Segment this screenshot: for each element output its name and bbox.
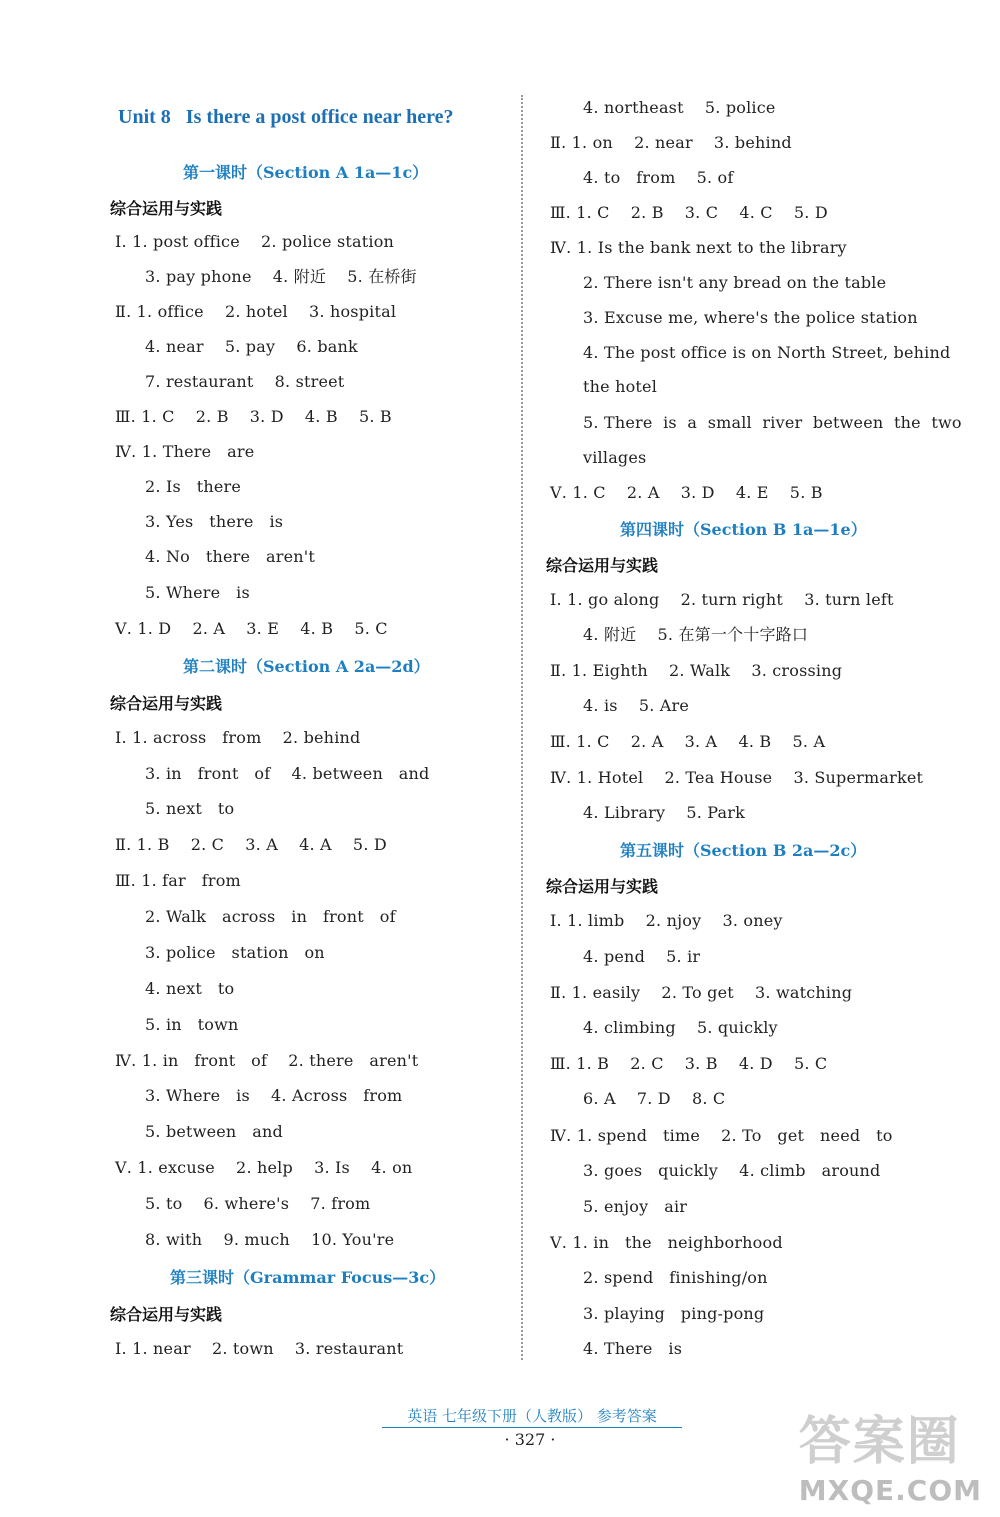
answer-line: Ⅰ. 1. post office 2. police station: [115, 232, 395, 251]
answer-line: 5. next to: [145, 799, 235, 818]
answer-line: Ⅰ. 1. across from 2. behind: [115, 728, 361, 747]
lesson1-practice-label: 综合运用与实践: [110, 199, 223, 218]
answer-line: Ⅱ. 1. Eighth 2. Walk 3. crossing: [550, 661, 843, 680]
answer-line: Ⅴ. 1. D 2. A 3. E 4. B 5. C: [115, 619, 388, 638]
answer-line: Ⅴ. 1. excuse 2. help 3. Is 4. on: [115, 1158, 413, 1177]
lesson5-heading: 第五课时（Section B 2a—2c）: [620, 841, 867, 860]
answer-line: 4. Library 5. Park: [583, 803, 746, 822]
answer-line: 4. climbing 5. quickly: [583, 1018, 778, 1037]
answer-line: Ⅰ. 1. near 2. town 3. restaurant: [115, 1339, 404, 1358]
answer-line: 5. enjoy air: [583, 1197, 688, 1216]
answer-line: Ⅱ. 1. on 2. near 3. behind: [550, 133, 792, 152]
lesson1-heading: 第一课时（Section A 1a—1c）: [183, 163, 429, 182]
answer-line: Ⅴ. 1. in the neighborhood: [550, 1233, 783, 1252]
answer-line: 3. pay phone 4. 附近 5. 在桥街: [145, 267, 417, 286]
answer-line: the hotel: [583, 377, 658, 396]
answer-line: Ⅳ. 1. Is the bank next to the library: [550, 238, 847, 257]
lesson2-practice-label: 综合运用与实践: [110, 694, 223, 713]
lesson2-heading: 第二课时（Section A 2a—2d）: [183, 657, 430, 676]
answer-line: 6. A 7. D 8. C: [583, 1089, 726, 1108]
answer-line: 8. with 9. much 10. You're: [145, 1230, 395, 1249]
answer-line: 2. spend finishing/on: [583, 1268, 768, 1287]
answer-line: 3. Excuse me, where's the police station: [583, 308, 918, 327]
answer-line: Ⅲ. 1. C 2. A 3. A 4. B 5. A: [550, 732, 826, 751]
answer-line: Ⅲ. 1. B 2. C 3. B 4. D 5. C: [550, 1054, 828, 1073]
answer-line: 3. goes quickly 4. climb around: [583, 1161, 881, 1180]
watermark-logo: [799, 1399, 982, 1507]
page-number: · 327 ·: [504, 1430, 556, 1449]
answer-line: 5. between and: [145, 1122, 283, 1141]
answer-line: 5. in town: [145, 1015, 239, 1034]
answer-line: Ⅳ. 1. There are: [115, 442, 255, 461]
lesson3-practice-label: 综合运用与实践: [110, 1305, 223, 1324]
answer-line: 5. to 6. where's 7. from: [145, 1194, 371, 1213]
column-divider: [521, 95, 523, 1360]
answer-line: Ⅱ. 1. easily 2. To get 3. watching: [550, 983, 853, 1002]
answer-line: 5. There is a small river between the two: [583, 413, 962, 432]
answer-line: 4. No there aren't: [145, 547, 316, 566]
lesson4-practice-label: 综合运用与实践: [546, 556, 659, 575]
answer-line: 3. Where is 4. Across from: [145, 1086, 403, 1105]
answer-line: 4. The post office is on North Street, behind: [583, 343, 951, 362]
answer-line: Ⅰ. 1. limb 2. njoy 3. oney: [550, 911, 783, 930]
answer-line: Ⅲ. 1. C 2. B 3. C 4. C 5. D: [550, 203, 828, 222]
watermark-site: MXQE.COM: [798, 1474, 982, 1507]
lesson5-practice-label: 综合运用与实践: [546, 877, 659, 896]
answer-line: 4. next to: [145, 979, 235, 998]
answer-line: 4. to from 5. of: [583, 168, 734, 187]
answer-line: Ⅳ. 1. in front of 2. there aren't: [115, 1051, 419, 1070]
answer-line: 2. There isn't any bread on the table: [583, 273, 887, 292]
answer-line: Ⅳ. 1. spend time 2. To get need to: [550, 1126, 893, 1145]
lesson3-heading: 第三课时（Grammar Focus—3c）: [170, 1268, 446, 1287]
answer-line: 3. police station on: [145, 943, 325, 962]
answer-line: 2. Walk across in front of: [145, 907, 396, 926]
watermark-mark: 答案圈: [798, 1412, 961, 1472]
answer-line: 4. is 5. Are: [583, 696, 690, 715]
answer-line: villages: [583, 448, 647, 467]
answer-line: Ⅰ. 1. go along 2. turn right 3. turn left: [550, 590, 894, 609]
answer-line: 4. There is: [583, 1339, 683, 1358]
answer-line: Ⅱ. 1. B 2. C 3. A 4. A 5. D: [115, 835, 387, 854]
footer-book-title: 英语 七年级下册（人教版） 参考答案: [382, 1405, 682, 1428]
answer-line: Ⅲ. 1. C 2. B 3. D 4. B 5. B: [115, 407, 392, 426]
answer-line: 2. Is there: [145, 477, 242, 496]
answer-line: 3. in front of 4. between and: [145, 764, 430, 783]
answer-line: Ⅳ. 1. Hotel 2. Tea House 3. Supermarket: [550, 768, 924, 787]
answer-line: 3. playing ping-pong: [583, 1304, 765, 1323]
answer-line: 4. pend 5. ir: [583, 947, 701, 966]
answer-line: 3. Yes there is: [145, 512, 284, 531]
answer-line: Ⅴ. 1. C 2. A 3. D 4. E 5. B: [550, 483, 823, 502]
answer-line: Ⅲ. 1. far from: [115, 871, 241, 890]
lesson4-heading: 第四课时（Section B 1a—1e）: [620, 520, 867, 539]
unit-title: Unit 8 Is there a post office near here?: [118, 106, 454, 128]
answer-line: 4. northeast 5. police: [583, 98, 776, 117]
answer-line: 4. near 5. pay 6. bank: [145, 337, 358, 356]
answer-line: Ⅱ. 1. office 2. hotel 3. hospital: [115, 302, 397, 321]
answer-line: 5. Where is: [145, 583, 250, 602]
answer-line: 4. 附近 5. 在第一个十字路口: [583, 625, 809, 644]
answer-line: 7. restaurant 8. street: [145, 372, 345, 391]
